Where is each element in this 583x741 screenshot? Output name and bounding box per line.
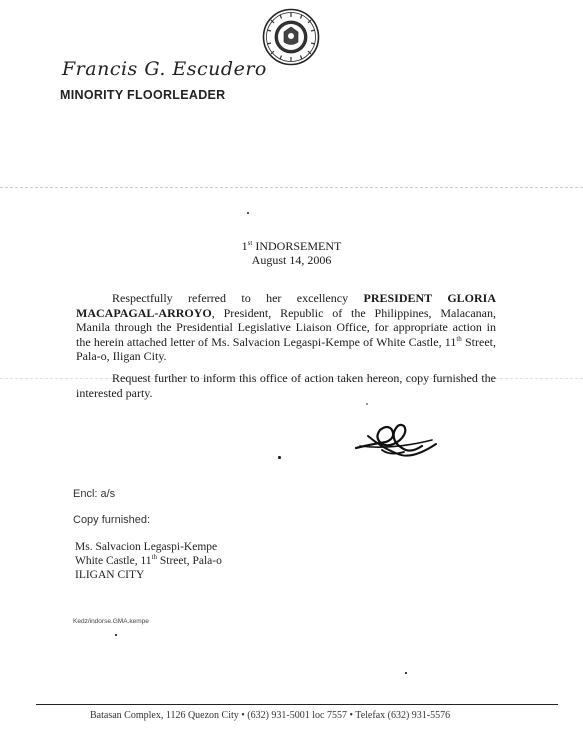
referral-paragraph bbox=[76, 291, 496, 364]
letterhead-name: Francis G. Escudero bbox=[62, 58, 267, 80]
scan-speck bbox=[115, 634, 117, 636]
recipient-city: ILIGAN CITY bbox=[75, 569, 145, 581]
copy-furnished-label: Copy furnished: bbox=[73, 514, 151, 526]
scan-speck bbox=[366, 403, 368, 405]
indorsement-date: August 14, 2006 bbox=[251, 253, 332, 267]
indorsement-ordinal: 1 bbox=[241, 239, 248, 253]
recipient-address-suffix: th bbox=[151, 553, 157, 562]
referral-lead: Respectfully referred to her excellency bbox=[112, 291, 364, 305]
copy-recipient-block bbox=[75, 540, 222, 582]
referral-ordinal-suffix: th bbox=[456, 334, 462, 343]
referral-tail: Street, Pala-o, Iligan City. bbox=[76, 334, 496, 363]
handwritten-signature bbox=[352, 418, 442, 462]
recipient-address-tail: Street, Pala-o bbox=[157, 555, 222, 567]
indorsement-title-line bbox=[0, 236, 583, 253]
scan-speck bbox=[247, 212, 249, 214]
footer-rule bbox=[36, 704, 558, 705]
footer-address: Batasan Complex, 1126 Quezon City • (632) 931-5001 loc 7557 • Telefax (632) 931-5576 bbox=[90, 710, 451, 721]
recipient-address bbox=[75, 554, 222, 568]
recipient-address-lead: White Castle, 11 bbox=[75, 555, 152, 567]
request-text: Request further to inform this office of action taken hereon, copy furnished the interested party. bbox=[76, 371, 496, 400]
recipient-name: Ms. Salvacion Legaspi-Kempe bbox=[75, 541, 218, 553]
indorsement-title: INDORSEMENT bbox=[252, 239, 342, 253]
indorsement-ordinal-suffix: st bbox=[247, 239, 253, 247]
letterhead-title: MINORITY FLOORLEADER bbox=[60, 88, 226, 102]
referral-body: , President, Republic of the Philippines, Malacanan, Manila through the Presidential Legislative Liaison Office, for appropriate action in the herein attached letter of Ms. Salvacion Legaspi-Kempe of White Castle, 11 bbox=[76, 305, 496, 349]
referral-recipient: PRESIDENT GLORIA MACAPAGAL-ARROYO bbox=[76, 291, 497, 320]
file-reference-code: Kedz/indorse.GMA.kempe bbox=[73, 618, 149, 625]
request-paragraph bbox=[76, 371, 496, 400]
indorsement-header bbox=[0, 236, 583, 267]
scan-speck bbox=[278, 456, 281, 459]
house-seal-logo bbox=[262, 8, 320, 66]
enclosure-note: Encl: a/s bbox=[73, 488, 116, 500]
scan-speck bbox=[405, 672, 407, 674]
scan-streak bbox=[0, 187, 583, 188]
